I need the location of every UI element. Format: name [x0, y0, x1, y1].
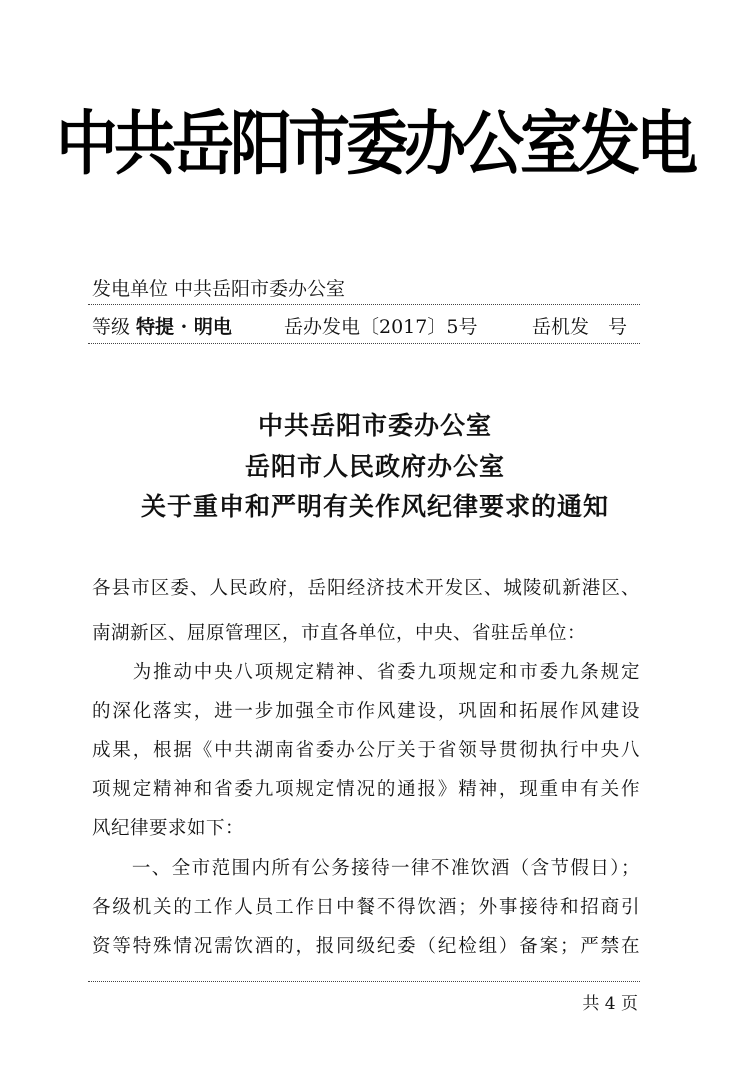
footer-divider	[88, 981, 640, 982]
notice-title-line-2: 岳阳市人民政府办公室	[244, 452, 505, 481]
meta-divider-bottom	[88, 343, 640, 344]
body-line-5: 成果，根据《中共湖南省委办公厅关于省领导贯彻执行中央八	[92, 740, 640, 761]
body-line-3: 为推动中央八项规定精神、省委九项规定和市委九条规定	[92, 662, 640, 683]
document-number: 岳办发电〔2017〕5号	[284, 316, 478, 338]
body-line-4: 的深化落实，进一步加强全市作风建设，巩固和拓展作风建设	[92, 701, 640, 722]
sender-line: 发电单位 中共岳阳市委办公室	[92, 278, 346, 300]
jifa-number: 岳机发 号	[532, 316, 628, 338]
grade-value: 特提 · 明电	[136, 316, 232, 338]
body-line-10: 资等特殊情况需饮酒的，报同级纪委（纪检组）备案；严禁在	[92, 936, 640, 957]
page-count: 共 4 页	[582, 994, 638, 1014]
document-header-title: 中共岳阳市委办公室发电	[55, 102, 694, 185]
body-line-1: 各县市区委、人民政府，岳阳经济技术开发区、城陵矶新港区、	[92, 578, 640, 599]
body-line-6: 项规定精神和省委九项规定情况的通报》精神，现重申有关作	[92, 779, 640, 800]
meta-divider-top	[88, 304, 640, 305]
notice-title-line-3: 关于重申和严明有关作风纪律要求的通知	[140, 492, 609, 521]
body-line-8: 一、全市范围内所有公务接待一律不准饮酒（含节假日）；	[92, 858, 640, 879]
grade-line	[92, 314, 640, 340]
body-line-9: 各级机关的工作人员工作日中餐不得饮酒；外事接待和招商引	[92, 897, 640, 918]
body-line-2: 南湖新区、屈原管理区，市直各单位，中央、省驻岳单位：	[92, 623, 587, 644]
body-line-7: 风纪律要求如下：	[92, 818, 245, 839]
grade-label: 等级	[92, 316, 131, 338]
notice-title-line-1: 中共岳阳市委办公室	[257, 411, 492, 440]
